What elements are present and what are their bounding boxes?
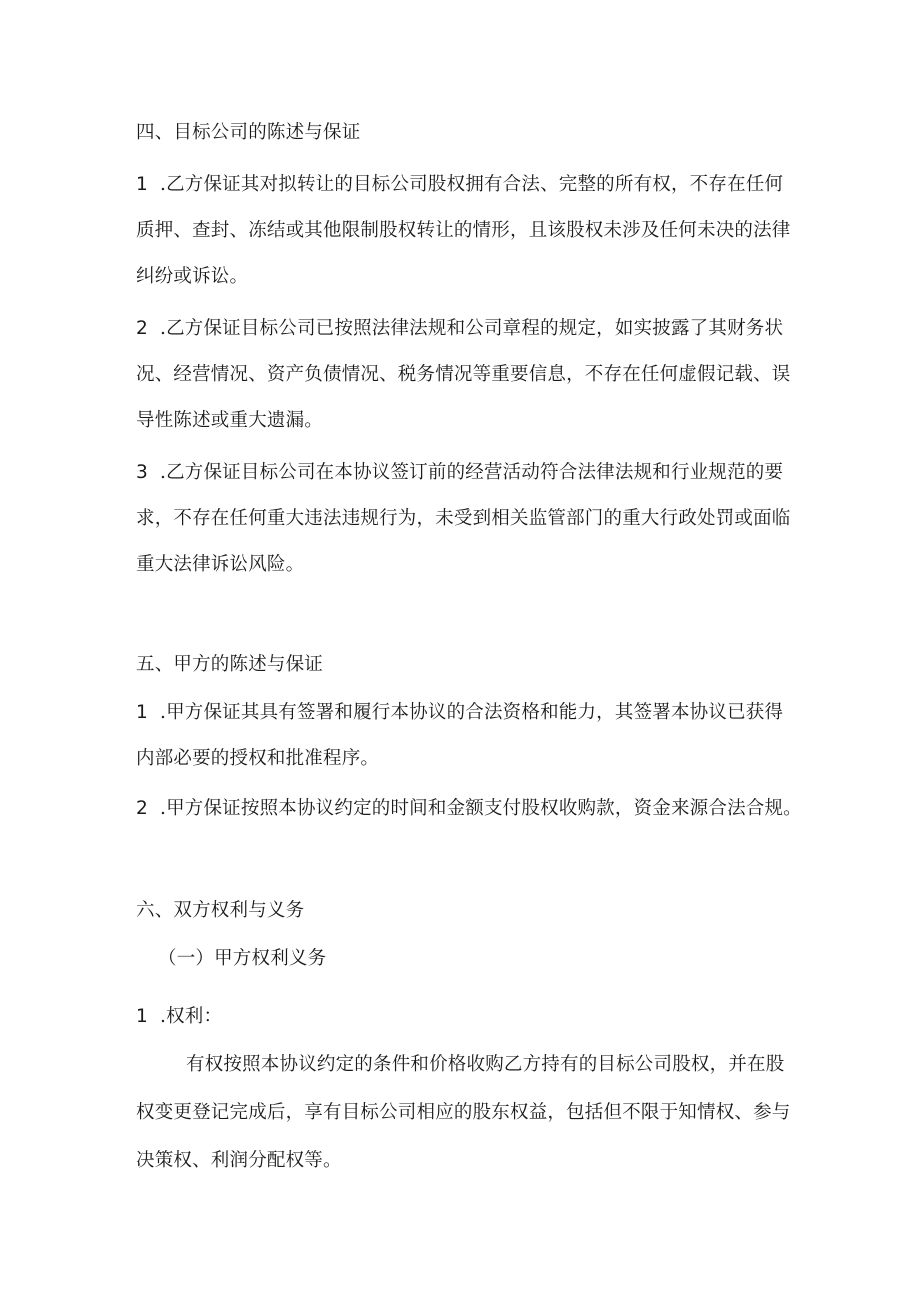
item-number: 2 <box>136 318 148 339</box>
item-number: 2 <box>136 798 148 819</box>
section-4-item-1-line-2: 质押、查封、冻结或其他限制股权转让的情形，且该股权未涉及任何未决的法律 <box>136 220 791 241</box>
section-4-item-3-line-2: 求，不存在任何重大违法违规行为，未受到相关监管部门的重大行政处罚或面临 <box>136 508 791 529</box>
item-number: 3 <box>136 462 148 483</box>
section-4-item-3-line-3: 重大法律诉讼风险。 <box>136 554 305 575</box>
item-text: .甲方保证按照本协议约定的时间和金额支付股权收购款，资金来源合法合规。 <box>160 798 802 819</box>
item-text: .甲方保证其具有签署和履行本协议的合法资格和能力，其签署本协议已获得 <box>160 702 784 723</box>
section-5-heading: 五、甲方的陈述与保证 <box>136 654 324 675</box>
item-text: .乙方保证目标公司在本协议签订前的经营活动符合法律法规和行业规范的要 <box>160 462 784 483</box>
section-6-heading: 六、双方权利与义务 <box>136 900 305 921</box>
section-6-para-line-2: 权变更登记完成后，享有目标公司相应的股东权益，包括但不限于知情权、参与 <box>136 1102 791 1123</box>
item-text: .乙方保证目标公司已按照法律法规和公司章程的规定，如实披露了其财务状 <box>160 318 784 339</box>
section-4-item-2-line-1 <box>136 316 783 342</box>
section-4-item-1-line-3: 纠纷或诉讼。 <box>136 266 249 287</box>
item-number: 1 <box>136 1006 148 1027</box>
section-4-item-1-line-1 <box>136 172 783 198</box>
section-4-heading: 四、目标公司的陈述与保证 <box>136 122 361 143</box>
section-5-item-1-line-2: 内部必要的授权和批准程序。 <box>136 748 380 769</box>
section-6-subheading: （一）甲方权利义务 <box>158 948 327 969</box>
section-6-para-line-3: 决策权、利润分配权等。 <box>136 1150 342 1171</box>
section-5-item-2-line-1 <box>136 796 802 822</box>
section-6-para-line-1: 有权按照本协议约定的条件和价格收购乙方持有的目标公司股权，并在股 <box>186 1054 785 1075</box>
section-4-item-2-line-3: 导性陈述或重大遗漏。 <box>136 410 324 431</box>
section-6-item-1 <box>136 1004 222 1030</box>
section-5-item-1-line-1 <box>136 700 783 726</box>
section-4-item-3-line-1 <box>136 460 783 486</box>
section-4-item-2-line-2: 况、经营情况、资产负债情况、税务情况等重要信息，不存在任何虚假记载、误 <box>136 364 791 385</box>
item-text: .乙方保证其对拟转让的目标公司股权拥有合法、完整的所有权，不存在任何 <box>160 174 784 195</box>
item-number: 1 <box>136 702 148 723</box>
item-text: .权利： <box>160 1006 223 1027</box>
item-number: 1 <box>136 174 148 195</box>
